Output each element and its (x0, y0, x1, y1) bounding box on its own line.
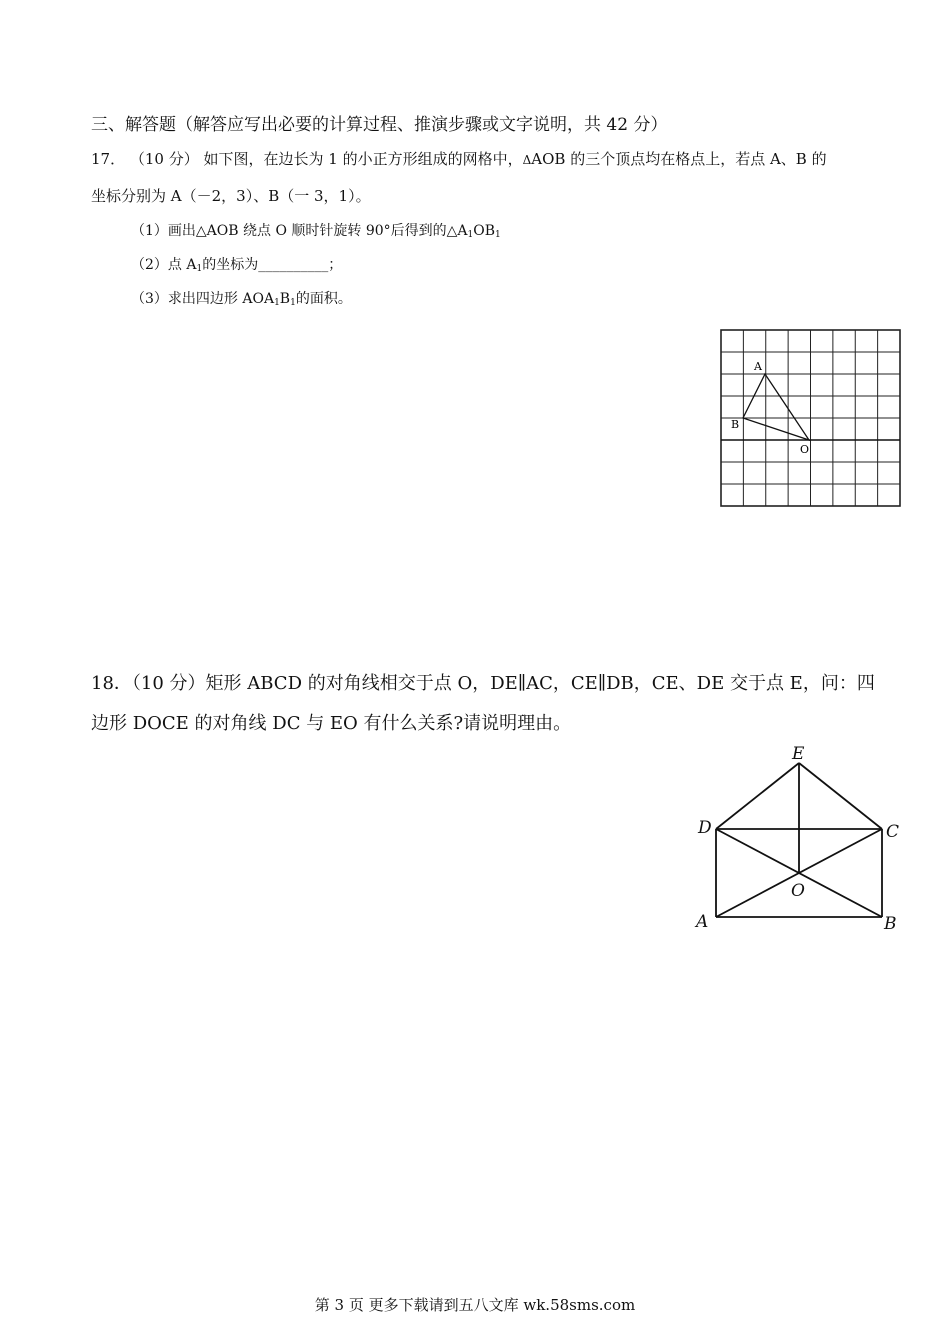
label-d: D (698, 818, 712, 838)
label-b: B (731, 418, 740, 431)
q17-text-1: 如下图，在边长为 1 的小正方形组成的网格中， (203, 150, 523, 168)
q17-part1-text: （1）画出△AOB 绕点 O 顺时针旋转 90°后得到的△A (131, 223, 468, 239)
triangle-aob (743, 374, 809, 440)
q17-part3 (131, 288, 352, 308)
q17-part2-post: 的坐标为__________； (202, 257, 343, 273)
q17-part3-post: 的面积。 (295, 291, 352, 307)
label-o: O (800, 443, 810, 456)
q17-part2-text: （2）点 A (131, 257, 197, 273)
q17-part1-sub1: 1 (467, 230, 474, 240)
q18-line1: 18．（10 分）矩形 ABCD 的对角线相交于点 O，DE∥AC，CE∥DB，CE、DE 交于点 E，问：四 (91, 673, 875, 694)
label-a: A (754, 360, 762, 373)
q17-line2: 坐标分别为 A（－2，3）、B（一 3，1）。 (91, 187, 371, 205)
q17-part3-mid: B (279, 291, 291, 307)
q17-part1 (131, 220, 501, 240)
q17-number: 17． (91, 150, 126, 168)
q18-line2: 边形 DOCE 的对角线 DC 与 EO 有什么关系?请说明理由。 (91, 713, 572, 734)
q17-text-1b: AOB 的三个顶点均在格点上，若点 A、B 的 (531, 150, 827, 168)
segment-de (716, 763, 799, 829)
label-c: C (886, 822, 900, 842)
page-footer: 第 3 页 更多下载请到五八文库 wk.58sms.com (314, 1296, 636, 1314)
q18-rectangle-figure (690, 740, 910, 940)
q17-part1-mid: OB (473, 223, 496, 239)
grid-lines (721, 330, 900, 506)
q17-triangle-symbol: Δ (522, 153, 532, 167)
q17-part3-text: （3）求出四边形 AOA (131, 291, 275, 307)
label-b: B (884, 914, 897, 934)
segment-ce (799, 763, 882, 829)
label-a: A (696, 912, 709, 932)
q17-score: （10 分） (129, 150, 199, 168)
section-heading: 三、解答题（解答应写出必要的计算过程、推演步骤或文字说明，共 42 分） (91, 115, 668, 135)
q17-part3-sub1: 1 (274, 298, 280, 308)
q17-part3-sub2: 1 (290, 298, 296, 308)
label-e: E (792, 744, 805, 764)
q17-line1 (91, 148, 827, 169)
label-o: O (791, 881, 805, 901)
q17-part1-sub2: 1 (495, 230, 501, 240)
q17-grid-figure (718, 327, 904, 509)
q17-part2 (131, 254, 342, 274)
q17-part2-sub: 1 (196, 264, 203, 274)
